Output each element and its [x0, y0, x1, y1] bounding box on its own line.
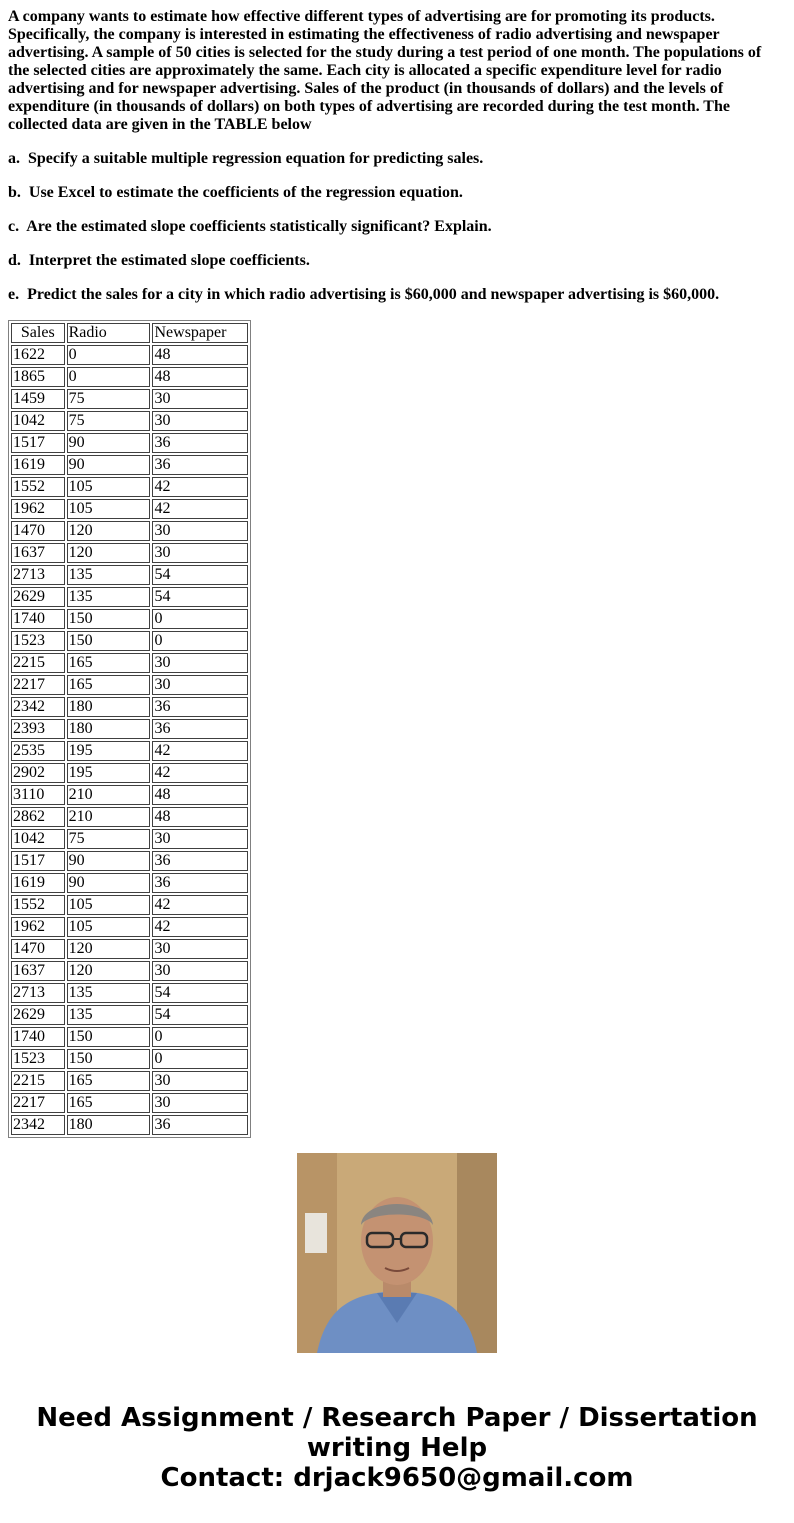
- cell-newspaper: 36: [152, 433, 248, 453]
- question-d: d. Interpret the estimated slope coefficients.: [8, 252, 310, 269]
- table-row: [11, 851, 248, 871]
- cell-sales: 1740: [11, 1027, 65, 1047]
- cell-sales: 1637: [11, 961, 65, 981]
- cell-radio: 165: [67, 653, 151, 673]
- cell-sales: 1042: [11, 829, 65, 849]
- problem-intro: A company wants to estimate how effective different types of advertising are for promoting its products. Specifically, the company is interested in estimating the effectiveness of radio advertising and newspaper advertising. A sample of 50 cities is selected for the study during a test period of one month. The populations of the selected cities are approximately the same. Each city is allocated a specific expenditure level for radio advertising and for newspaper advertising. Sales of the product (in thousands of dollars) and the levels of expenditure (in thousands of dollars) on both types of advertising are recorded during the test month. The collected data are given in the TABLE below: [8, 8, 762, 133]
- cell-sales: 2217: [11, 1093, 65, 1113]
- cell-radio: 165: [67, 1093, 151, 1113]
- cell-radio: 120: [67, 939, 151, 959]
- cell-newspaper: 54: [152, 1005, 248, 1025]
- table-row: [11, 499, 248, 519]
- table-row: [11, 543, 248, 563]
- table-row: [11, 455, 248, 475]
- cell-radio: 165: [67, 675, 151, 695]
- cell-radio: 150: [67, 631, 151, 651]
- cell-newspaper: 42: [152, 895, 248, 915]
- cell-newspaper: 0: [152, 1049, 248, 1069]
- data-table-container[interactable]: [8, 320, 251, 1133]
- cell-radio: 0: [67, 367, 151, 387]
- cell-radio: 120: [67, 543, 151, 563]
- cell-newspaper: 36: [152, 851, 248, 871]
- cell-newspaper: 54: [152, 565, 248, 585]
- cell-newspaper: 36: [152, 455, 248, 475]
- cell-newspaper: 36: [152, 1115, 248, 1135]
- cell-newspaper: 42: [152, 763, 248, 783]
- table-row: [11, 587, 248, 607]
- table-row: [11, 631, 248, 651]
- question-e: e. Predict the sales for a city in which radio advertising is $60,000 and newspaper advertising is $60,000.: [8, 286, 720, 303]
- table-row: [11, 609, 248, 629]
- cell-sales: 2713: [11, 565, 65, 585]
- cell-newspaper: 42: [152, 499, 248, 519]
- cell-sales: 2902: [11, 763, 65, 783]
- table-row: [11, 763, 248, 783]
- table-row: [11, 807, 248, 827]
- table-row: [11, 1027, 248, 1047]
- table-row: [11, 367, 248, 387]
- table-row: [11, 719, 248, 739]
- table-row: [11, 1005, 248, 1025]
- cell-radio: 135: [67, 983, 151, 1003]
- cell-radio: 105: [67, 917, 151, 937]
- cell-sales: 2629: [11, 587, 65, 607]
- table-row: [11, 1093, 248, 1113]
- cell-radio: 105: [67, 499, 151, 519]
- table-row: [11, 983, 248, 1003]
- table-row: [11, 1049, 248, 1069]
- cell-newspaper: 30: [152, 939, 248, 959]
- cell-sales: 2535: [11, 741, 65, 761]
- cell-newspaper: 30: [152, 829, 248, 849]
- cell-newspaper: 54: [152, 983, 248, 1003]
- cell-radio: 90: [67, 433, 151, 453]
- cell-sales: 1619: [11, 455, 65, 475]
- table-row: [11, 433, 248, 453]
- cell-radio: 195: [67, 741, 151, 761]
- cell-newspaper: 48: [152, 785, 248, 805]
- promo-contact: Contact: drjack9650@gmail.com: [160, 1463, 634, 1493]
- table-row: [11, 1115, 248, 1135]
- cell-newspaper: 30: [152, 389, 248, 409]
- author-avatar: [297, 1153, 497, 1353]
- cell-radio: 195: [67, 763, 151, 783]
- cell-radio: 210: [67, 785, 151, 805]
- cell-sales: 1042: [11, 411, 65, 431]
- cell-newspaper: 36: [152, 873, 248, 893]
- cell-sales: 1552: [11, 477, 65, 497]
- cell-newspaper: 36: [152, 697, 248, 717]
- cell-radio: 75: [67, 389, 151, 409]
- table-row: [11, 697, 248, 717]
- cell-radio: 75: [67, 411, 151, 431]
- cell-sales: 2629: [11, 1005, 65, 1025]
- cell-radio: 105: [67, 477, 151, 497]
- cell-radio: 180: [67, 1115, 151, 1135]
- cell-radio: 90: [67, 873, 151, 893]
- table-row: [11, 1071, 248, 1091]
- cell-radio: 120: [67, 521, 151, 541]
- cell-sales: 1523: [11, 1049, 65, 1069]
- cell-sales: 1637: [11, 543, 65, 563]
- cell-sales: 2342: [11, 697, 65, 717]
- promo-line-1: Need Assignment / Research Paper / Dissertation: [36, 1403, 758, 1433]
- cell-sales: 1622: [11, 345, 65, 365]
- table-row: [11, 895, 248, 915]
- table-row: [11, 829, 248, 849]
- promo-banner: [0, 1403, 794, 1493]
- cell-sales: 1470: [11, 521, 65, 541]
- table-row: [11, 411, 248, 431]
- cell-sales: 1470: [11, 939, 65, 959]
- cell-newspaper: 30: [152, 543, 248, 563]
- cell-radio: 75: [67, 829, 151, 849]
- cell-newspaper: 0: [152, 1027, 248, 1047]
- table-row: [11, 565, 248, 585]
- table-row: [11, 939, 248, 959]
- cell-newspaper: 36: [152, 719, 248, 739]
- cell-radio: 180: [67, 697, 151, 717]
- cell-sales: 3110: [11, 785, 65, 805]
- table-row: [11, 345, 248, 365]
- cell-radio: 165: [67, 1071, 151, 1091]
- cell-radio: 90: [67, 851, 151, 871]
- cell-radio: 210: [67, 807, 151, 827]
- cell-radio: 150: [67, 1027, 151, 1047]
- cell-sales: 2215: [11, 1071, 65, 1091]
- cell-sales: 2342: [11, 1115, 65, 1135]
- cell-radio: 135: [67, 1005, 151, 1025]
- header-radio: Radio: [67, 323, 151, 343]
- cell-newspaper: 0: [152, 609, 248, 629]
- cell-newspaper: 42: [152, 741, 248, 761]
- table-row: [11, 389, 248, 409]
- header-sales: Sales: [11, 323, 65, 343]
- cell-newspaper: 42: [152, 477, 248, 497]
- cell-newspaper: 30: [152, 411, 248, 431]
- cell-radio: 180: [67, 719, 151, 739]
- table-row: [11, 477, 248, 497]
- cell-radio: 135: [67, 587, 151, 607]
- cell-newspaper: 0: [152, 631, 248, 651]
- cell-radio: 120: [67, 961, 151, 981]
- cell-sales: 1865: [11, 367, 65, 387]
- data-table: [8, 320, 251, 1138]
- cell-sales: 1962: [11, 499, 65, 519]
- cell-sales: 2217: [11, 675, 65, 695]
- cell-newspaper: 30: [152, 961, 248, 981]
- promo-line-2: writing Help: [306, 1433, 488, 1463]
- cell-newspaper: 30: [152, 675, 248, 695]
- cell-radio: 105: [67, 895, 151, 915]
- header-newspaper: Newspaper: [152, 323, 248, 343]
- cell-radio: 150: [67, 609, 151, 629]
- cell-sales: 2215: [11, 653, 65, 673]
- cell-newspaper: 48: [152, 807, 248, 827]
- cell-newspaper: 42: [152, 917, 248, 937]
- problem-statement: [8, 8, 778, 304]
- cell-radio: 0: [67, 345, 151, 365]
- cell-newspaper: 30: [152, 521, 248, 541]
- table-header-row: [11, 323, 248, 343]
- cell-sales: 1962: [11, 917, 65, 937]
- cell-sales: 1517: [11, 433, 65, 453]
- cell-sales: 1523: [11, 631, 65, 651]
- table-row: [11, 785, 248, 805]
- cell-newspaper: 54: [152, 587, 248, 607]
- cell-sales: 1740: [11, 609, 65, 629]
- person-portrait-icon: [297, 1153, 497, 1353]
- cell-sales: 1552: [11, 895, 65, 915]
- cell-newspaper: 30: [152, 1071, 248, 1091]
- cell-newspaper: 30: [152, 1093, 248, 1113]
- table-row: [11, 653, 248, 673]
- cell-newspaper: 30: [152, 653, 248, 673]
- table-row: [11, 961, 248, 981]
- cell-sales: 2713: [11, 983, 65, 1003]
- cell-sales: 1619: [11, 873, 65, 893]
- cell-sales: 1517: [11, 851, 65, 871]
- cell-sales: 1459: [11, 389, 65, 409]
- table-row: [11, 521, 248, 541]
- question-c: c. Are the estimated slope coefficients statistically significant? Explain.: [8, 218, 492, 235]
- cell-newspaper: 48: [152, 367, 248, 387]
- table-row: [11, 741, 248, 761]
- cell-newspaper: 48: [152, 345, 248, 365]
- table-row: [11, 917, 248, 937]
- question-b: b. Use Excel to estimate the coefficients of the regression equation.: [8, 184, 463, 201]
- cell-radio: 90: [67, 455, 151, 475]
- cell-radio: 135: [67, 565, 151, 585]
- table-row: [11, 873, 248, 893]
- cell-sales: 2862: [11, 807, 65, 827]
- table-row: [11, 675, 248, 695]
- cell-radio: 150: [67, 1049, 151, 1069]
- cell-sales: 2393: [11, 719, 65, 739]
- question-a: a. Specify a suitable multiple regression equation for predicting sales.: [8, 150, 484, 167]
- table-body: [11, 345, 248, 1135]
